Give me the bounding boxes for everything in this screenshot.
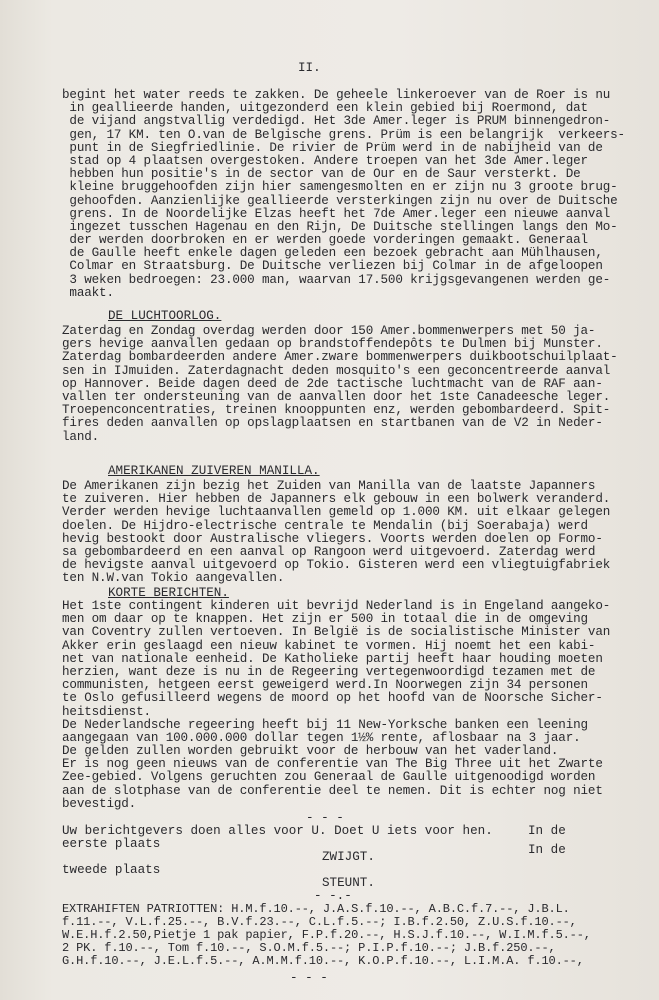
heading-manilla: AMERIKANEN ZUIVEREN MANILLA. [108, 464, 320, 478]
text-line: ingezet tusschen Hagenau en den Rijn, De Duitsche stellingen langs den Mo- [62, 219, 618, 234]
text-line: De gelden zullen worden gebruikt voor de herbouw van het vaderland. [62, 744, 559, 759]
text-line: de vijand angstvallig verdedigd. Het 3de Amer.leger is PRUM binnengedron- [62, 114, 611, 129]
text-line: Er is nog geen nieuws van de conferentie van The Big Three uit het Zwarte [62, 757, 603, 772]
separator: - - - [290, 971, 328, 985]
text-line: de Gaulle heeft enkele dagen geleden een bezoek gebracht aan Mühlhausen, [62, 246, 603, 261]
text-line: heitsdienst. [62, 704, 151, 719]
text-line: kleine bruggehoofden zijn hier samengesmolten en er zijn nu 3 groote brug- [62, 180, 618, 195]
separator: - -.- [314, 889, 352, 903]
text-line: fires deden aanvallen op opslagplaatsen en startbanen van de V2 in Neder- [62, 416, 603, 431]
text-line: 3 weken bedroegen: 23.000 man, waarvan 17.500 krijgsgevangenen werden ge- [62, 272, 611, 287]
text-line: W.E.H.f.2.50,Pietje 1 pak papier, F.P.f.20.--, H.S.J.f.10.--, W.I.M.f.5.--, [62, 927, 591, 942]
paragraph-korte-berichten [62, 600, 610, 811]
text-line: punt in de Siegfriedlinie. De rivier de Prüm werd in de nabijheid van de [62, 140, 603, 155]
text-line: te zuiveren. Hier hebben de Japanners elk gebouw in een bolwerk veranderd. [62, 492, 611, 507]
text-line: sen in IJmuiden. Zaterdagnacht deden mosquito's een geconcentreerde aanval [62, 363, 611, 378]
text-line: begint het water reeds te zakken. De geheele linkeroever van de Roer is nu [62, 88, 611, 102]
paragraph-west-front [62, 89, 625, 300]
text-line: in geallieerde handen, uitgezonderd een klein gebied bij Roermond, dat [62, 101, 588, 116]
closing-zwijgt: ZWIJGT. [322, 850, 375, 864]
text-line: gehoofden. Aanzienlijke geallieerde versterkingen zijn nu over de Duitsche [62, 193, 618, 208]
text-line: 2 PK. f.10.--, Tom f.10.--, S.O.M.f.5.--; P.I.P.f.10.--; J.B.f.250.--, [62, 940, 556, 955]
text-line: maakt. [62, 285, 114, 300]
text-line: Zaterdag en Zondag overdag werden door 150 Amer.bommenwerpers met 50 ja- [62, 324, 596, 338]
text-line: de hevigste aanval uitgevoerd op Tokio. Gisteren werd een vliegtuigfabriek [62, 558, 611, 573]
donations-list [62, 903, 591, 967]
text-line: EXTRAHIFTEN PATRIOTTEN: H.M.f.10.--, J.A.S.f.10.--, A.B.C.f.7.--, J.B.L. [62, 902, 570, 916]
text-line: te Oslo gefusilleerd wegens de moord op het hoofd van de Noorsche Sicher- [62, 691, 603, 706]
heading-luchtoorlog: DE LUCHTOORLOG. [108, 309, 222, 323]
paragraph-manilla [62, 480, 610, 586]
text-line: herzien, want deze is nu in de Regeering vertegenwoordigd tezamen met de [62, 664, 596, 679]
text-line: Colmar en Straatsburg. De Duitsche verliezen bij Colmar in de afgeloopen [62, 259, 603, 274]
text-line: Zaterdag bombardeerden andere Amer.zware bommenwerpers duikbootschuilplaat- [62, 350, 618, 365]
text-line: Zee-gebied. Volgens geruchten zou Generaal de Gaulle uitgenoodigd worden [62, 770, 596, 785]
text-line: Het 1ste contingent kinderen uit bevrijd Nederland is in Engeland aangeko- [62, 599, 611, 613]
closing-in-de-2: In de [528, 843, 566, 857]
closing-steunt: STEUNT. [322, 876, 375, 890]
text-line: Troepenconcentraties, treinen knooppunten enz, werden gebombardeerd. Spit- [62, 403, 611, 418]
closing-eerste-plaats: eerste plaats [62, 837, 161, 851]
text-line: Akker erin geslaagd een nieuw kabinet te vormen. Hij noemt het een kabi- [62, 638, 596, 653]
heading-korte-berichten: KORTE BERICHTEN. [108, 586, 229, 600]
text-line: gers hevige aanvallen gedaan op brandstoffendepôts te Dulmen bij Munster. [62, 337, 603, 352]
text-line: land. [62, 429, 100, 444]
text-line: De Amerikanen zijn bezig het Zuiden van Manilla van de laatste Japanners [62, 479, 596, 493]
separator: - - - [306, 811, 344, 825]
text-line: De Nederlandsche regeering heeft bij 11 New-Yorksche banken een leening [62, 717, 588, 732]
text-line: grens. In de Noordelijke Elzas heeft het 7de Amer.leger een nieuwe aanval [62, 206, 611, 221]
text-line: ten N.W.van Tokio aangevallen. [62, 571, 285, 586]
text-line: f.11.--, V.L.f.25.--, B.V.f.23.--, C.L.f.5.--; I.B.f.2.50, Z.U.S.f.10.--, [62, 914, 577, 929]
text-line: doelen. De Hijdro-electrische centrale te Mendalin (bij Soerabaja) werd [62, 518, 588, 533]
closing-tweede-plaats: tweede plaats [62, 863, 161, 877]
text-line: sa gebombardeerd en een aanval op Rangoon werd uitgevoerd. Zaterdag werd [62, 544, 596, 559]
text-line: communisten, hetgeen eerst geweigerd werd.In Noorwegen zijn 34 personen [62, 678, 588, 693]
paragraph-luchtoorlog [62, 325, 618, 444]
text-line: Verder werden hevige luchtaanvallen gemeld op 1.000 KM. uit elkaar gelegen [62, 505, 611, 520]
text-line: net van nationale eenheid. De Katholieke partij heeft haar houding moeten [62, 651, 603, 666]
text-line: hevig bestookt door Australische vliegers. Voorts werden doelen op Formo- [62, 531, 603, 546]
text-line: op Hannover. Beide dagen deed de 2de tactische luchtmacht van de RAF aan- [62, 376, 603, 391]
closing-in-de-1: In de [528, 824, 566, 838]
text-line: G.H.f.10.--, J.E.L.f.5.--, A.M.M.f.10.--, K.O.P.f.10.--, L.I.M.A. f.10.--, [62, 953, 584, 968]
text-line: aangegaan van 100.000.000 dollar tegen 1½% rente, aflosbaar na 3 jaar. [62, 730, 581, 745]
text-line: hebben hun positie's in de sector van de Our en de Saur versterkt. De [62, 167, 581, 182]
page-number: II. [298, 61, 321, 75]
closing-line: Uw berichtgevers doen alles voor U. Doet U iets voor hen. [62, 824, 493, 838]
text-line: der werden doorbroken en er werden goede vorderingen gemaakt. Generaal [62, 233, 588, 248]
text-line: gen, 17 KM. ten O.van de Belgische grens. Prüm is een belangrijk verkeers- [62, 127, 625, 142]
text-line: aan de slotphase van de conferentie deel te nemen. Dit is echter nog niet [62, 783, 603, 798]
text-line: men om daar op te knappen. Het zijn er 500 in totaal die in de omgeving [62, 612, 588, 627]
text-line: vallen ter ondersteuning van de aanvallen door het 1ste Canadeesche leger. [62, 389, 611, 404]
text-line: bevestigd. [62, 796, 137, 811]
text-line: stad op 4 plaatsen overgestoken. Andere troepen van het 3de Amer.leger [62, 153, 588, 168]
text-line: van Coventry zullen vertoeven. In België is de socialistische Minister van [62, 625, 611, 640]
